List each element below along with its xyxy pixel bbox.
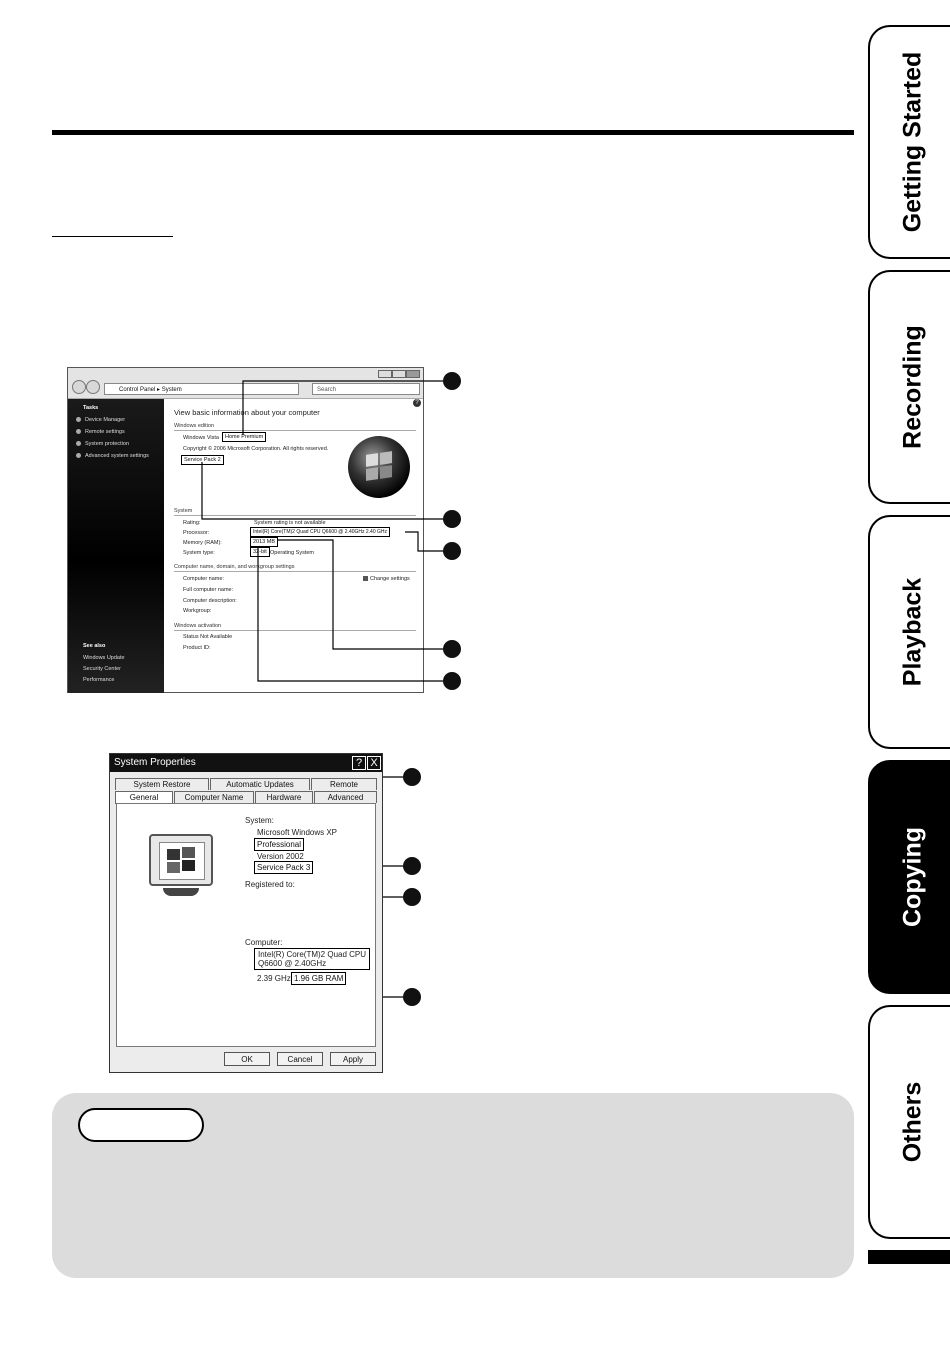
callout-marker [443,640,461,658]
callout-marker [403,988,421,1006]
tasks-header: Tasks [83,405,99,411]
close-button[interactable]: X [367,756,381,770]
systype-suffix: Operating System [270,550,315,556]
tab-computer-name[interactable]: Computer Name [174,791,254,803]
xp-system-properties-dialog [109,753,383,1073]
full-name-label: Full computer name: [183,587,234,593]
search-input[interactable]: Search [312,383,420,395]
systype-label: System type: [183,550,215,556]
leader-edition [243,381,444,435]
leader-service-pack [202,462,444,519]
monitor-icon [149,834,213,886]
callout-marker [403,888,421,906]
edition-value: Home Premium [222,432,266,442]
help-button[interactable]: ? [352,756,366,770]
tab-label: Others [898,1081,927,1163]
tab-advanced[interactable]: Advanced [314,791,377,803]
section-computer-name: Computer name, domain, and workgroup settings [174,564,295,570]
address-bar[interactable]: Control Panel ▸ System [104,383,299,395]
callout-marker [403,768,421,786]
description-label: Computer description: [183,598,237,604]
computer-label: Computer: [245,938,283,947]
os-edition: Professional [254,838,304,851]
apply-button[interactable]: Apply [330,1052,376,1066]
tab-automatic-updates[interactable]: Automatic Updates [210,778,310,790]
page-title: View basic information about your computer [174,408,320,417]
registered-label: Registered to: [245,880,295,889]
see-also-header: See also [83,643,106,649]
activation-status: Status Not Available [183,634,233,640]
tab-label: Copying [898,827,927,927]
leader-memory [277,540,444,649]
processor-value: Intel(R) Core(TM)2 Quad CPU Q6600 @ 2.40GHz 2.40 GHz [250,527,390,537]
cpu-line-1: Intel(R) Core(TM)2 Quad CPU [258,950,367,959]
computer-name-label: Computer name: [183,576,224,582]
dialog-title: System Properties [114,757,196,768]
cancel-button[interactable]: Cancel [277,1052,323,1066]
tab-remote[interactable]: Remote [311,778,377,790]
link-security-center[interactable]: Security Center [83,666,121,672]
callout-marker [443,672,461,690]
copyright-text: Copyright © 2006 Microsoft Corporation. All rights reserved. [183,446,329,452]
tab-system-restore[interactable]: System Restore [115,778,209,790]
change-settings-link[interactable]: Change settings [363,576,410,582]
service-pack-value: Service Pack 3 [254,861,313,874]
help-icon[interactable]: ? [413,399,421,407]
section-windows-edition: Windows edition [174,423,215,429]
os-version: Version 2002 [257,852,304,861]
callout-marker [443,510,461,528]
ram-value: 1.96 GB RAM [291,972,346,985]
cpu-box [254,948,370,970]
tab-label: Recording [898,325,927,449]
systype-value: 32-bit [250,547,270,557]
tab-general[interactable]: General [115,791,173,804]
memory-label: Memory (RAM): [183,540,222,546]
task-remote-settings[interactable]: Remote settings [76,429,125,435]
task-system-protection[interactable]: System protection [76,441,129,447]
ok-button[interactable]: OK [224,1052,270,1066]
os-name: Microsoft Windows XP [257,828,338,837]
general-tab-panel [116,803,376,1047]
task-device-manager[interactable]: Device Manager [76,417,125,423]
product-id-label: Product ID: [183,645,211,651]
note-label-pill [78,1108,204,1142]
leader-processor [405,532,444,551]
link-performance[interactable]: Performance [83,677,115,683]
service-pack-value: Service Pack 2 [181,455,224,465]
system-label: System: [245,816,274,825]
callout-marker [443,372,461,390]
link-windows-update[interactable]: Windows Update [83,655,125,661]
task-advanced-settings[interactable]: Advanced system settings [76,453,149,459]
cpu-speed: 2.39 GHz [257,974,291,983]
callout-marker [443,542,461,560]
rating-label: Rating: [183,520,201,526]
section-system: System [174,508,193,514]
tab-hardware[interactable]: Hardware [255,791,313,803]
tab-label: Playback [898,577,927,687]
edition-label: Windows Vista [183,435,219,441]
workgroup-label: Workgroup: [183,608,212,614]
tab-label: Getting Started [898,51,927,233]
leader-systype [258,548,444,681]
monitor-stand [163,888,199,896]
cpu-line-2: Q6600 @ 2.40GHz [258,959,327,968]
processor-label: Processor: [183,530,210,536]
memory-value: 2013 MB [250,537,278,547]
callout-marker [403,857,421,875]
section-activation: Windows activation [174,623,222,629]
rating-value[interactable]: System rating is not available [254,520,326,526]
xp-titlebar [110,754,382,772]
